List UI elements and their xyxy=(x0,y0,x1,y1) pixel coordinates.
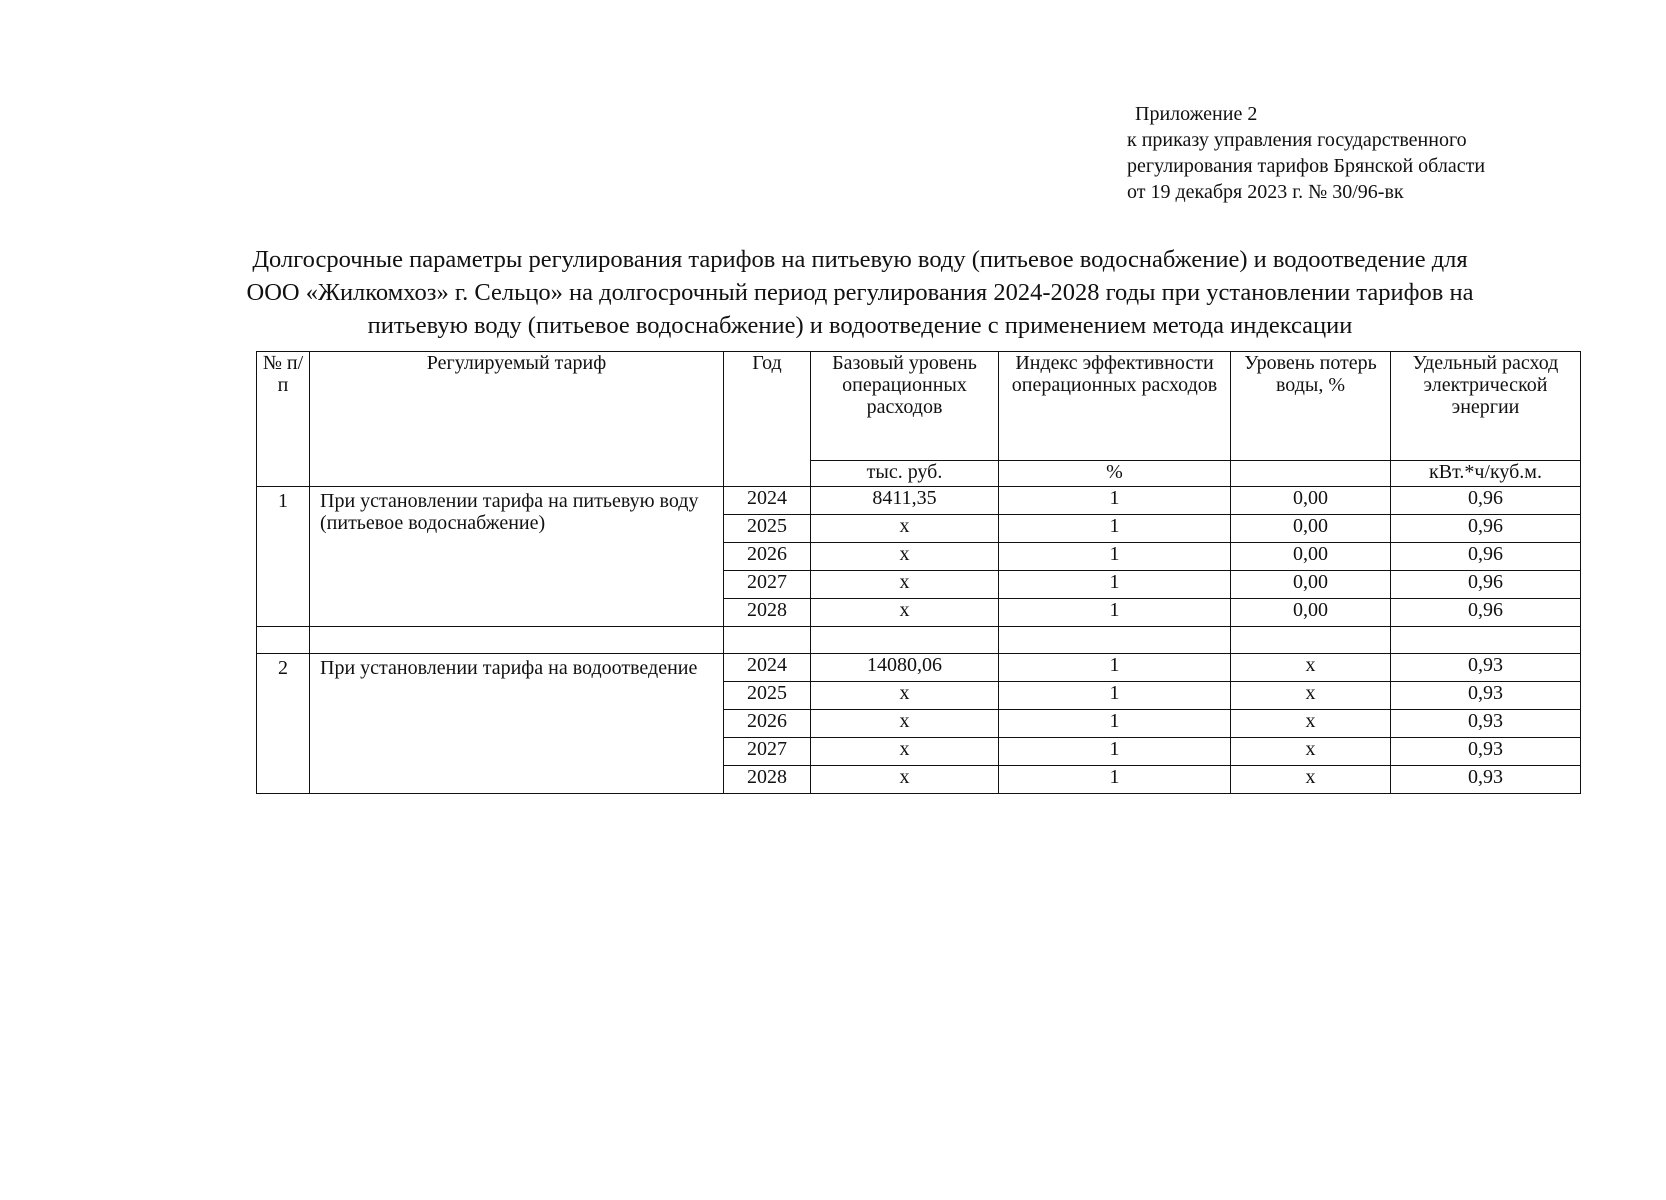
cell-index: 1 xyxy=(999,515,1231,543)
header-loss: Уровень потерь воды, % xyxy=(1231,352,1391,461)
cell-loss: 0,00 xyxy=(1231,571,1391,599)
cell-loss: 0,00 xyxy=(1231,487,1391,515)
cell-year: 2025 xyxy=(724,682,811,710)
cell-loss: x xyxy=(1231,710,1391,738)
cell-base: x xyxy=(811,738,999,766)
group-tariff: При установлении тарифа на питьевую воду (питьевое водоснабжение) xyxy=(310,487,724,627)
cell-year: 2024 xyxy=(724,487,811,515)
empty-cell xyxy=(1231,627,1391,654)
annex-number: Приложение 2 xyxy=(1135,103,1258,125)
cell-energy: 0,93 xyxy=(1391,766,1581,794)
empty-cell xyxy=(257,627,310,654)
cell-index: 1 xyxy=(999,543,1231,571)
header-tariff: Регулируемый тариф xyxy=(310,352,724,487)
table-row xyxy=(257,487,1581,515)
annex-order-line: к приказу управления государственного xyxy=(1127,129,1467,151)
cell-index: 1 xyxy=(999,654,1231,682)
unit-index: % xyxy=(999,461,1231,487)
header-base: Базовый уровень операционных расходов xyxy=(811,352,999,461)
cell-base: 8411,35 xyxy=(811,487,999,515)
cell-base: x xyxy=(811,710,999,738)
cell-energy: 0,96 xyxy=(1391,487,1581,515)
cell-index: 1 xyxy=(999,487,1231,515)
cell-index: 1 xyxy=(999,682,1231,710)
cell-energy: 0,93 xyxy=(1391,738,1581,766)
cell-index: 1 xyxy=(999,738,1231,766)
header-index: Индекс эффективности операционных расходов xyxy=(999,352,1231,461)
cell-energy: 0,96 xyxy=(1391,571,1581,599)
cell-loss: x xyxy=(1231,738,1391,766)
annex-header xyxy=(1127,101,1485,205)
cell-base: x xyxy=(811,515,999,543)
cell-loss: x xyxy=(1231,654,1391,682)
empty-cell xyxy=(811,627,999,654)
cell-energy: 0,93 xyxy=(1391,654,1581,682)
cell-year: 2028 xyxy=(724,599,811,627)
cell-year: 2027 xyxy=(724,571,811,599)
cell-year: 2028 xyxy=(724,766,811,794)
cell-loss: x xyxy=(1231,766,1391,794)
cell-base: x xyxy=(811,571,999,599)
cell-base: x xyxy=(811,599,999,627)
cell-loss: 0,00 xyxy=(1231,515,1391,543)
group-tariff: При установлении тарифа на водоотведение xyxy=(310,654,724,794)
header-num: № п/п xyxy=(257,352,310,487)
cell-base: 14080,06 xyxy=(811,654,999,682)
parameters-table xyxy=(256,351,1581,794)
cell-energy: 0,93 xyxy=(1391,710,1581,738)
cell-base: x xyxy=(811,682,999,710)
cell-base: x xyxy=(811,766,999,794)
unit-energy: кВт.*ч/куб.м. xyxy=(1391,461,1581,487)
cell-year: 2027 xyxy=(724,738,811,766)
cell-energy: 0,93 xyxy=(1391,682,1581,710)
cell-index: 1 xyxy=(999,599,1231,627)
table-row xyxy=(257,654,1581,682)
cell-loss: x xyxy=(1231,682,1391,710)
annex-date-line: от 19 декабря 2023 г. № 30/96-вк xyxy=(1127,181,1404,203)
empty-cell xyxy=(310,627,724,654)
cell-energy: 0,96 xyxy=(1391,599,1581,627)
group-number: 1 xyxy=(257,487,310,627)
empty-cell xyxy=(1391,627,1581,654)
cell-index: 1 xyxy=(999,710,1231,738)
title-line: питьевую воду (питьевое водоснабжение) и водоотведение с применением метода индексации xyxy=(367,312,1353,339)
title-line: Долгосрочные параметры регулирования тарифов на питьевую воду (питьевое водоснабжение) и водоотведение для xyxy=(252,246,1468,273)
unit-base: тыс. руб. xyxy=(811,461,999,487)
cell-year: 2025 xyxy=(724,515,811,543)
cell-year: 2026 xyxy=(724,710,811,738)
cell-index: 1 xyxy=(999,766,1231,794)
header-year: Год xyxy=(724,352,811,487)
empty-cell xyxy=(999,627,1231,654)
title-line: ООО «Жилкомхоз» г. Сельцо» на долгосрочный период регулирования 2024-2028 годы при установлении тарифов на xyxy=(246,279,1474,306)
document-title xyxy=(150,243,1570,342)
cell-index: 1 xyxy=(999,571,1231,599)
annex-authority-line: регулирования тарифов Брянской области xyxy=(1127,155,1486,177)
header-row xyxy=(257,352,1581,461)
cell-loss: 0,00 xyxy=(1231,543,1391,571)
cell-base: x xyxy=(811,543,999,571)
group-number: 2 xyxy=(257,654,310,794)
cell-year: 2024 xyxy=(724,654,811,682)
cell-energy: 0,96 xyxy=(1391,543,1581,571)
cell-loss: 0,00 xyxy=(1231,599,1391,627)
header-energy: Удельный расход электрической энергии xyxy=(1391,352,1581,461)
spacer-row xyxy=(257,627,1581,654)
cell-year: 2026 xyxy=(724,543,811,571)
empty-cell xyxy=(724,627,811,654)
cell-energy: 0,96 xyxy=(1391,515,1581,543)
unit-loss xyxy=(1231,461,1391,487)
